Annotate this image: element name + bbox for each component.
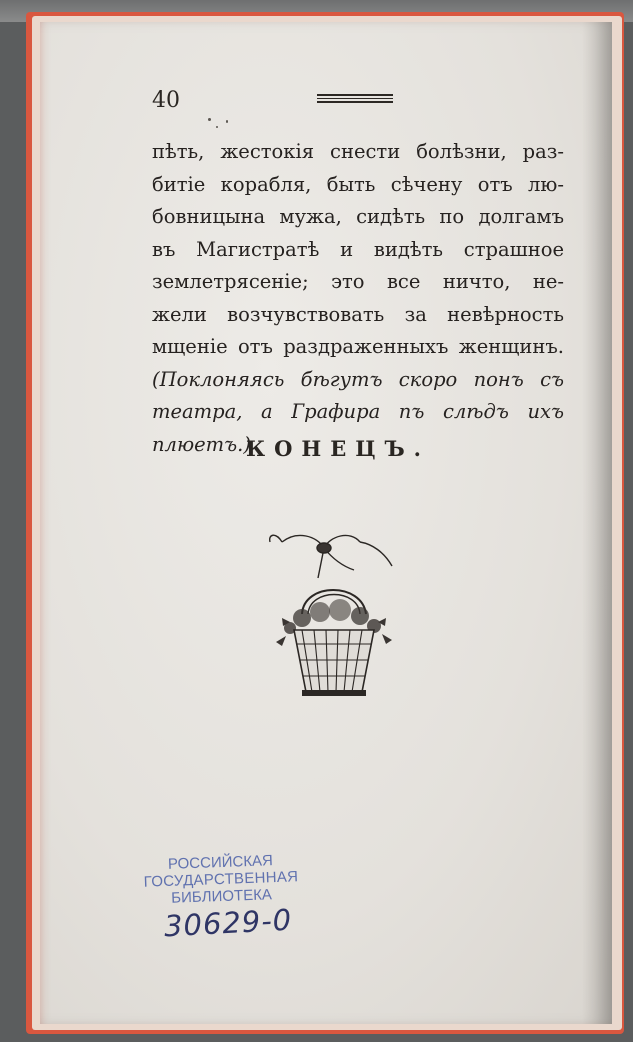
book-page (40, 22, 612, 1024)
spine-shadow (582, 22, 612, 1024)
the-end-heading: КОНЕЦЪ. (246, 436, 430, 461)
ink-speck (226, 120, 228, 123)
text-line: битіе корабля, быть сѣчену отъ лю- (152, 172, 564, 196)
stamp-line: ГОСУДАРСТВЕННАЯ (143, 868, 299, 891)
library-stamp (135, 851, 307, 908)
body-text (152, 136, 564, 461)
header-rule (317, 94, 393, 104)
stage-direction-line: театра, а Графира пъ слѣдъ ихъ (152, 400, 564, 423)
stage-direction-line: (Поклоняясь бѣгутъ скоро понъ съ (152, 367, 564, 391)
text-line: въ Магистратѣ и видѣть страшное (152, 237, 564, 261)
page-number: 40 (152, 88, 180, 113)
ink-speck (208, 118, 211, 121)
flower-basket-ornament (262, 522, 412, 702)
text-line: землетрясеніе; это все ничто, не- (152, 270, 564, 293)
text-line: мщеніе отъ раздраженныхъ женщинъ. (152, 335, 564, 358)
text-line: пѣть, жестокія снести болѣзни, раз- (152, 140, 564, 163)
stage-direction-line: плюетъ.) (152, 432, 251, 456)
ink-speck (216, 126, 218, 128)
stamp-line: РОССИЙСКАЯ (167, 852, 274, 873)
text-line: бовницына мужа, сидѣть по долгамъ (152, 205, 564, 228)
handwritten-shelfmark: 30629-0 (163, 902, 293, 944)
text-line: жели возчувствовать за невѣрность (152, 302, 564, 326)
stamp-line: БИБЛИОТЕКА (170, 886, 273, 907)
